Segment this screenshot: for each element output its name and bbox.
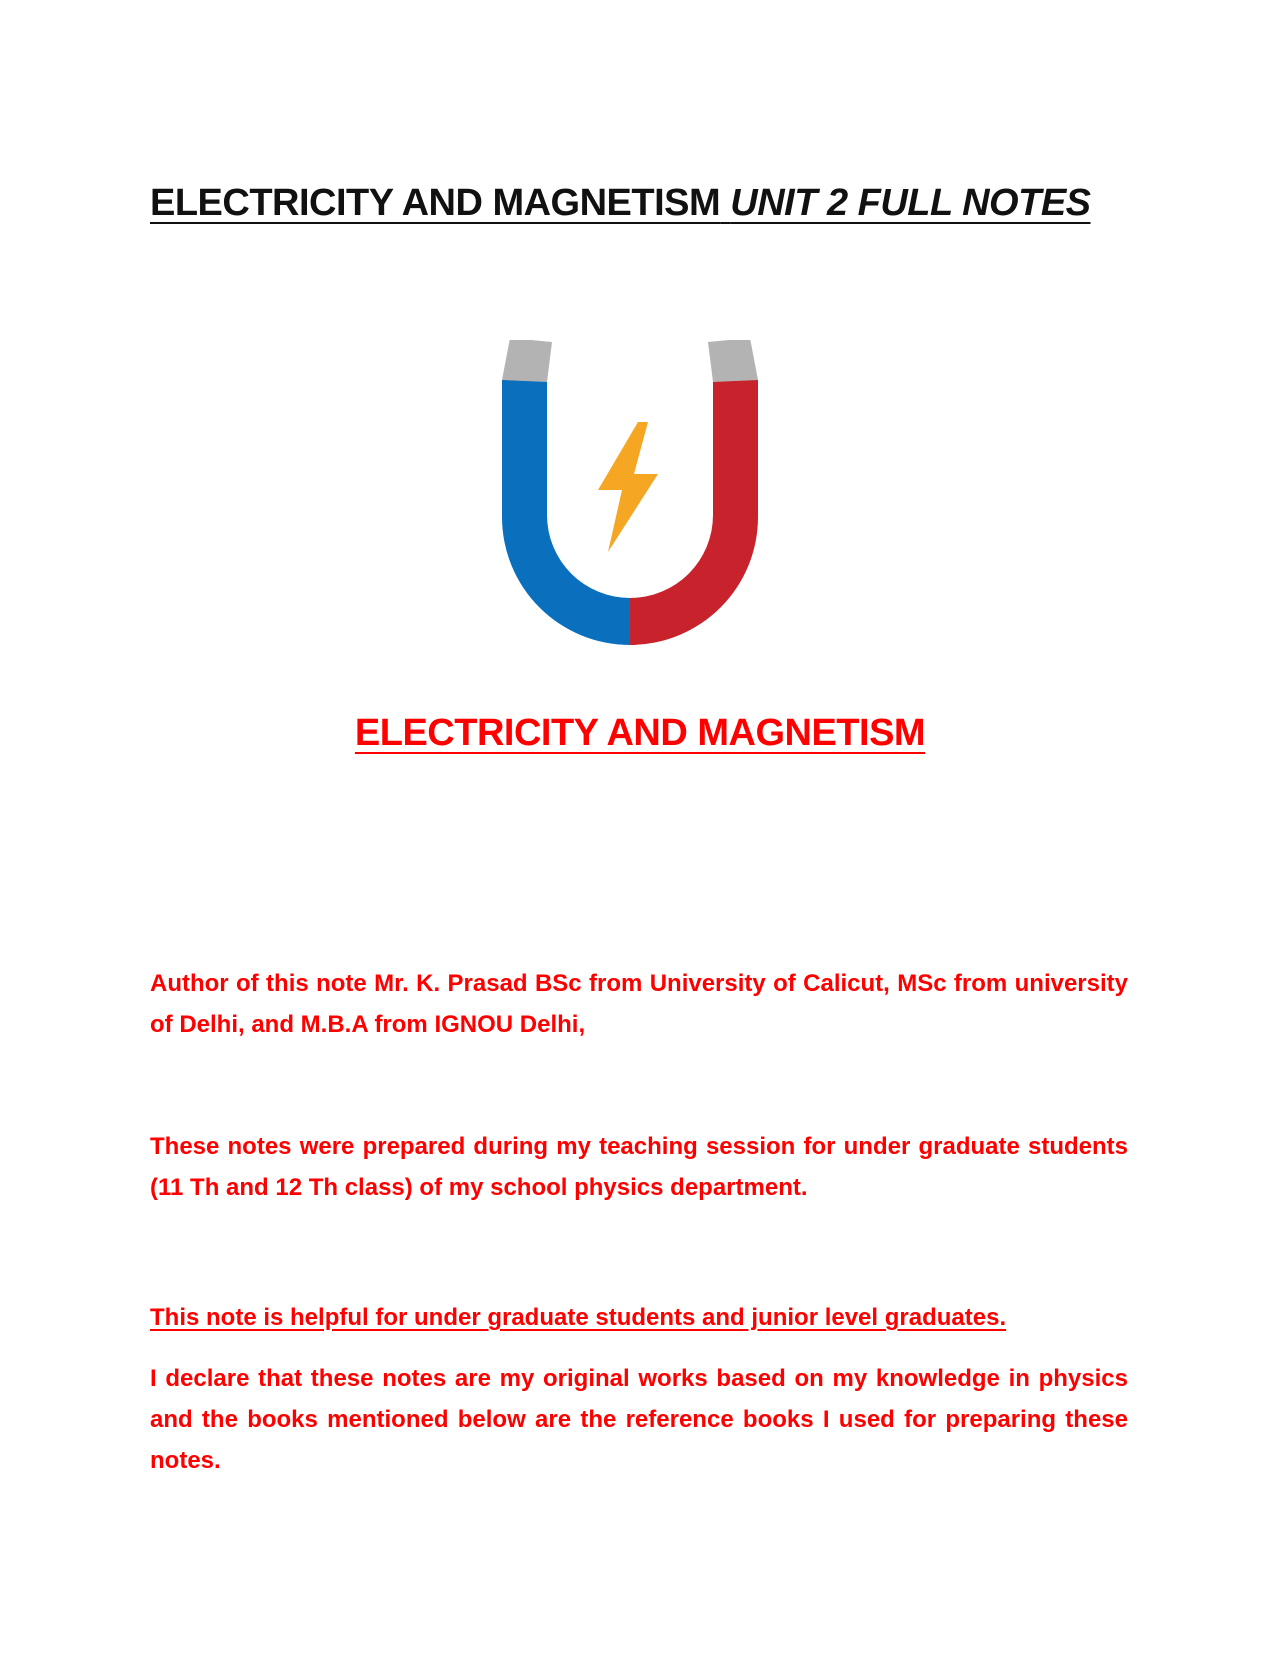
page-title bbox=[150, 182, 1130, 225]
magnet-left-tip bbox=[502, 340, 552, 382]
subtitle: ELECTRICITY AND MAGNETISM bbox=[354, 712, 926, 754]
magnet-right-tip bbox=[708, 340, 758, 382]
declaration-paragraph: I declare that these notes are my original works based on my knowledge in physics and the books mentioned below are the reference books I used for preparing these notes. bbox=[150, 1365, 1128, 1474]
magnet-red-half bbox=[630, 380, 758, 645]
title-main: ELECTRICITY AND MAGNETISM bbox=[150, 182, 721, 224]
helpful-note: This note is helpful for under graduate students and junior level graduates. bbox=[150, 1304, 1007, 1331]
title-unit: UNIT 2 FULL NOTES bbox=[730, 182, 1091, 224]
author-paragraph: Author of this note Mr. K. Prasad BSc from University of Calicut, MSc from university of Delhi, and M.B.A from IGNOU Delhi, bbox=[150, 970, 1128, 1038]
lightning-bolt-icon bbox=[598, 422, 658, 552]
magnet-blue-half bbox=[502, 380, 630, 645]
prepared-paragraph: These notes were prepared during my teaching session for under graduate students (11 Th and 12 Th class) of my school physics department. bbox=[150, 1133, 1128, 1201]
magnet-lightning-icon bbox=[480, 340, 780, 680]
